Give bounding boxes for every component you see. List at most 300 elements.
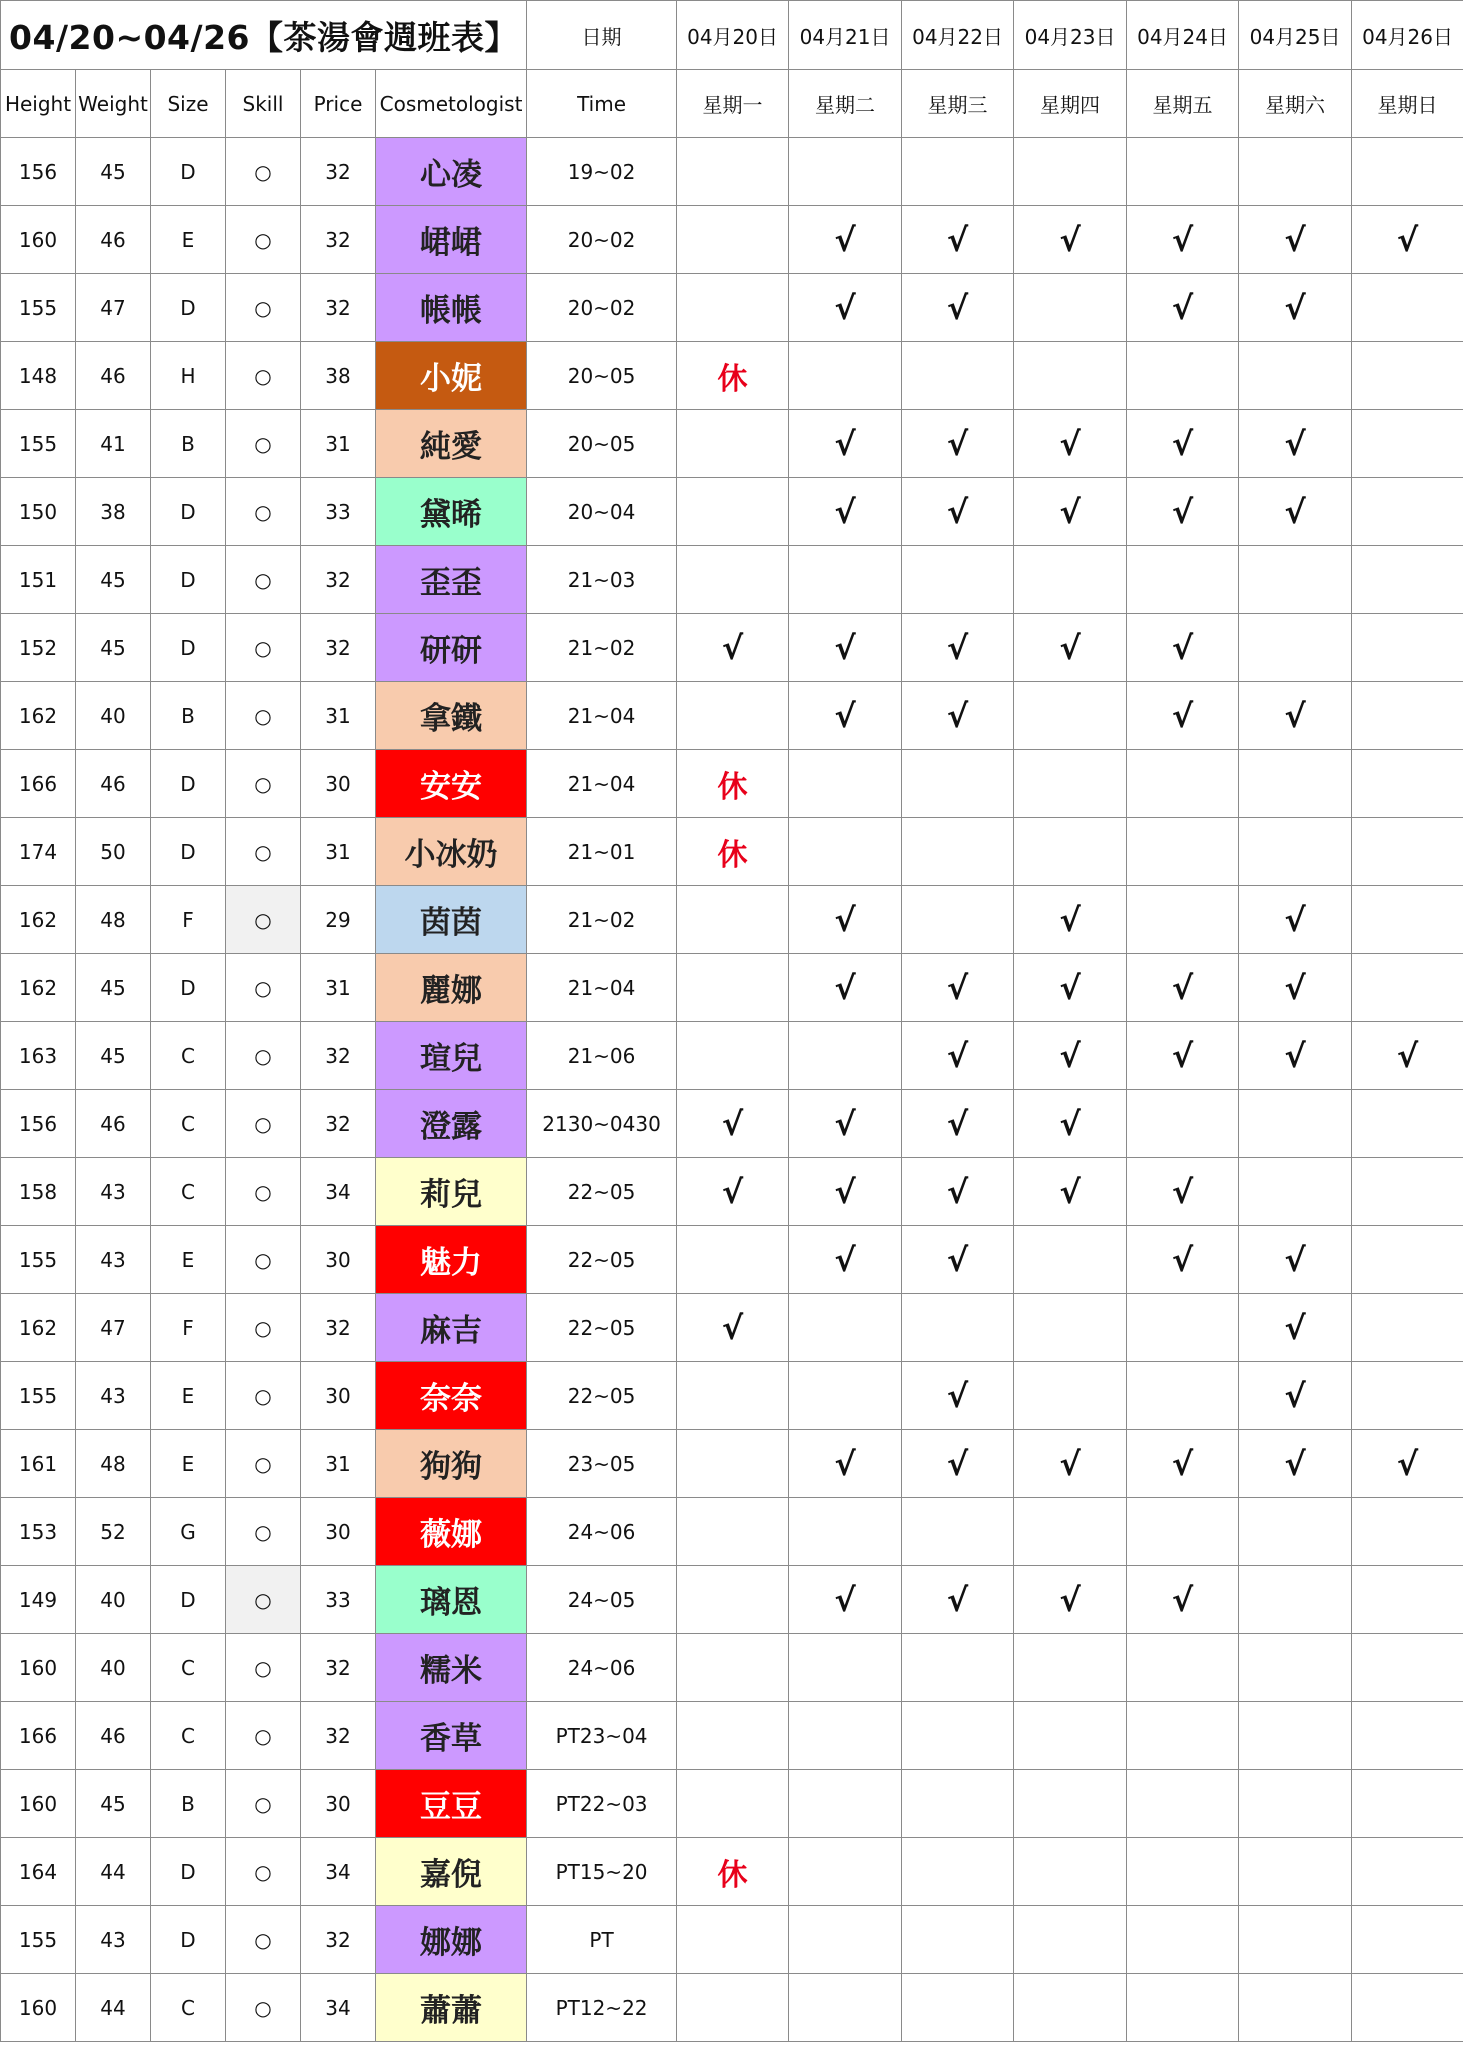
date-header: 日期 <box>527 1 677 70</box>
skill-cell: ○ <box>226 206 301 274</box>
day-check-cell: √ <box>789 1566 902 1634</box>
day-empty-cell <box>902 886 1014 954</box>
day-empty-cell <box>789 1362 902 1430</box>
day-empty-cell <box>1352 1974 1463 2042</box>
day-empty-cell <box>1014 1294 1127 1362</box>
day-empty-cell <box>1014 1770 1127 1838</box>
day-empty-cell <box>1352 410 1463 478</box>
schedule-row <box>1 1226 1463 1294</box>
cosmetologist-name-cell: 拿鐵 <box>376 682 527 750</box>
day-empty-cell <box>1352 1226 1463 1294</box>
day-empty-cell <box>789 818 902 886</box>
day-empty-cell <box>1352 614 1463 682</box>
cosmetologist-name-cell: 嘉倪 <box>376 1838 527 1906</box>
price-cell: 30 <box>301 1770 376 1838</box>
day-empty-cell <box>1352 682 1463 750</box>
weekday-header-cell: 星期五 <box>1127 70 1239 138</box>
cosmetologist-name-cell: 蕭蕭 <box>376 1974 527 2042</box>
skill-cell: ○ <box>226 1294 301 1362</box>
day-check-cell: √ <box>902 1226 1014 1294</box>
day-check-cell: √ <box>1352 1022 1463 1090</box>
day-check-cell: √ <box>789 614 902 682</box>
day-check-cell: √ <box>677 614 789 682</box>
skill-cell: ○ <box>226 1090 301 1158</box>
day-empty-cell <box>789 1022 902 1090</box>
day-check-cell: √ <box>789 478 902 546</box>
schedule-row <box>1 138 1463 206</box>
header-row-columns <box>1 70 1463 138</box>
cosmetologist-name-cell: 心凌 <box>376 138 527 206</box>
weekday-header-cell: 星期日 <box>1352 70 1463 138</box>
day-empty-cell <box>677 138 789 206</box>
size-cell: G <box>151 1498 226 1566</box>
time-cell: 22~05 <box>527 1226 677 1294</box>
price-cell: 30 <box>301 1498 376 1566</box>
day-empty-cell <box>1014 1634 1127 1702</box>
day-empty-cell <box>1352 1090 1463 1158</box>
height-cell: 162 <box>1 1294 76 1362</box>
schedule-row <box>1 1158 1463 1226</box>
size-cell: E <box>151 1430 226 1498</box>
price-cell: 38 <box>301 342 376 410</box>
day-empty-cell <box>902 1634 1014 1702</box>
skill-cell: ○ <box>226 1362 301 1430</box>
time-cell: 22~05 <box>527 1362 677 1430</box>
day-empty-cell <box>1014 342 1127 410</box>
price-cell: 30 <box>301 1226 376 1294</box>
weight-cell: 47 <box>76 1294 151 1362</box>
skill-cell: ○ <box>226 342 301 410</box>
day-empty-cell <box>1127 1498 1239 1566</box>
day-empty-cell <box>1014 1498 1127 1566</box>
time-cell: 20~02 <box>527 274 677 342</box>
time-cell: 23~05 <box>527 1430 677 1498</box>
day-empty-cell <box>1014 274 1127 342</box>
day-check-cell: √ <box>789 206 902 274</box>
day-empty-cell <box>1014 1702 1127 1770</box>
size-cell: C <box>151 1974 226 2042</box>
date-header-cell: 04月22日 <box>902 1 1014 70</box>
time-cell: 20~02 <box>527 206 677 274</box>
day-empty-cell <box>1352 478 1463 546</box>
day-check-cell: √ <box>1127 410 1239 478</box>
time-cell: 21~02 <box>527 614 677 682</box>
day-empty-cell <box>1239 1498 1352 1566</box>
weekday-header-cell: 星期四 <box>1014 70 1127 138</box>
size-cell: B <box>151 682 226 750</box>
cosmetologist-name-cell: 茵茵 <box>376 886 527 954</box>
weight-cell: 40 <box>76 682 151 750</box>
cosmetologist-name-cell: 璃恩 <box>376 1566 527 1634</box>
cosmetologist-name-cell: 澄露 <box>376 1090 527 1158</box>
skill-cell: ○ <box>226 274 301 342</box>
size-cell: H <box>151 342 226 410</box>
skill-cell: ○ <box>226 1702 301 1770</box>
price-cell: 30 <box>301 1362 376 1430</box>
price-cell: 33 <box>301 1566 376 1634</box>
weight-cell: 41 <box>76 410 151 478</box>
day-check-cell: √ <box>1127 954 1239 1022</box>
skill-cell: ○ <box>226 1226 301 1294</box>
skill-cell: ○ <box>226 478 301 546</box>
day-check-cell: √ <box>1127 274 1239 342</box>
height-cell: 174 <box>1 818 76 886</box>
size-cell: D <box>151 1566 226 1634</box>
day-empty-cell <box>1352 274 1463 342</box>
day-empty-cell <box>1352 546 1463 614</box>
height-cell: 152 <box>1 614 76 682</box>
day-empty-cell <box>789 1294 902 1362</box>
time-cell: PT15~20 <box>527 1838 677 1906</box>
day-empty-cell <box>1352 1362 1463 1430</box>
height-cell: 158 <box>1 1158 76 1226</box>
day-empty-cell <box>902 546 1014 614</box>
day-empty-cell <box>1239 1158 1352 1226</box>
day-check-cell: √ <box>789 1090 902 1158</box>
time-cell: 21~03 <box>527 546 677 614</box>
size-cell: C <box>151 1158 226 1226</box>
day-empty-cell <box>1352 1498 1463 1566</box>
height-cell: 151 <box>1 546 76 614</box>
price-cell: 32 <box>301 274 376 342</box>
size-cell: B <box>151 1770 226 1838</box>
time-cell: 22~05 <box>527 1158 677 1226</box>
date-header-cell: 04月21日 <box>789 1 902 70</box>
size-cell: D <box>151 138 226 206</box>
day-empty-cell <box>1014 1974 1127 2042</box>
size-cell: C <box>151 1634 226 1702</box>
day-off-cell: 休 <box>677 342 789 410</box>
schedule-row <box>1 1906 1463 1974</box>
day-empty-cell <box>677 1566 789 1634</box>
day-empty-cell <box>902 138 1014 206</box>
day-empty-cell <box>1352 1566 1463 1634</box>
height-cell: 160 <box>1 206 76 274</box>
cosmetologist-name-cell: 狗狗 <box>376 1430 527 1498</box>
day-empty-cell <box>789 1702 902 1770</box>
day-empty-cell <box>1127 1090 1239 1158</box>
cosmetologist-name-cell: 豆豆 <box>376 1770 527 1838</box>
size-cell: D <box>151 546 226 614</box>
day-check-cell: √ <box>1239 206 1352 274</box>
day-empty-cell <box>1014 1838 1127 1906</box>
skill-cell: ○ <box>226 1838 301 1906</box>
height-cell: 156 <box>1 138 76 206</box>
date-header-cell: 04月24日 <box>1127 1 1239 70</box>
cosmetologist-name-cell: 麻吉 <box>376 1294 527 1362</box>
day-check-cell: √ <box>1014 954 1127 1022</box>
day-check-cell: √ <box>902 410 1014 478</box>
day-empty-cell <box>1352 886 1463 954</box>
day-empty-cell <box>1127 1770 1239 1838</box>
schedule-title: 04/20~04/26【茶湯會週班表】 <box>1 1 527 70</box>
skill-cell: ○ <box>226 1974 301 2042</box>
day-check-cell: √ <box>677 1090 789 1158</box>
size-cell: E <box>151 1362 226 1430</box>
day-check-cell: √ <box>677 1294 789 1362</box>
day-check-cell: √ <box>1014 478 1127 546</box>
day-check-cell: √ <box>902 682 1014 750</box>
schedule-row <box>1 342 1463 410</box>
size-cell: D <box>151 954 226 1022</box>
day-empty-cell <box>1352 342 1463 410</box>
day-empty-cell <box>677 682 789 750</box>
skill-cell: ○ <box>226 1022 301 1090</box>
skill-cell: ○ <box>226 682 301 750</box>
day-empty-cell <box>677 1362 789 1430</box>
day-check-cell: √ <box>1014 1022 1127 1090</box>
day-empty-cell <box>789 1634 902 1702</box>
time-cell: PT <box>527 1906 677 1974</box>
size-cell: D <box>151 818 226 886</box>
time-cell: 21~04 <box>527 682 677 750</box>
height-cell: 156 <box>1 1090 76 1158</box>
day-empty-cell <box>1352 750 1463 818</box>
skill-cell: ○ <box>226 818 301 886</box>
date-header-cell: 04月26日 <box>1352 1 1463 70</box>
column-header-skill: Skill <box>226 70 301 138</box>
day-empty-cell <box>789 1838 902 1906</box>
price-cell: 31 <box>301 818 376 886</box>
size-cell: D <box>151 478 226 546</box>
day-check-cell: √ <box>1239 1294 1352 1362</box>
day-empty-cell <box>1352 1702 1463 1770</box>
day-check-cell: √ <box>1014 206 1127 274</box>
size-cell: D <box>151 274 226 342</box>
price-cell: 31 <box>301 1430 376 1498</box>
time-cell: 20~05 <box>527 410 677 478</box>
skill-cell: ○ <box>226 1158 301 1226</box>
day-empty-cell <box>1239 138 1352 206</box>
weight-cell: 44 <box>76 1974 151 2042</box>
day-empty-cell <box>902 750 1014 818</box>
weight-cell: 46 <box>76 206 151 274</box>
price-cell: 31 <box>301 954 376 1022</box>
day-empty-cell <box>902 1294 1014 1362</box>
height-cell: 149 <box>1 1566 76 1634</box>
day-empty-cell <box>1014 818 1127 886</box>
height-cell: 160 <box>1 1770 76 1838</box>
day-empty-cell <box>1352 1294 1463 1362</box>
day-off-cell: 休 <box>677 818 789 886</box>
size-cell: D <box>151 750 226 818</box>
weight-cell: 45 <box>76 138 151 206</box>
size-cell: F <box>151 886 226 954</box>
day-empty-cell <box>1239 1770 1352 1838</box>
height-cell: 160 <box>1 1974 76 2042</box>
cosmetologist-name-cell: 薇娜 <box>376 1498 527 1566</box>
day-empty-cell <box>1239 1702 1352 1770</box>
time-cell: 22~05 <box>527 1294 677 1362</box>
cosmetologist-name-cell: 莉兒 <box>376 1158 527 1226</box>
day-check-cell: √ <box>789 954 902 1022</box>
price-cell: 34 <box>301 1158 376 1226</box>
day-check-cell: √ <box>902 614 1014 682</box>
weekday-header-cell: 星期六 <box>1239 70 1352 138</box>
schedule-row <box>1 1770 1463 1838</box>
day-check-cell: √ <box>1014 1430 1127 1498</box>
weight-cell: 52 <box>76 1498 151 1566</box>
height-cell: 162 <box>1 886 76 954</box>
day-empty-cell <box>1014 1362 1127 1430</box>
weight-cell: 43 <box>76 1226 151 1294</box>
day-empty-cell <box>1127 138 1239 206</box>
cosmetologist-name-cell: 黛晞 <box>376 478 527 546</box>
height-cell: 166 <box>1 750 76 818</box>
day-empty-cell <box>677 1430 789 1498</box>
price-cell: 32 <box>301 1090 376 1158</box>
day-empty-cell <box>1239 750 1352 818</box>
day-empty-cell <box>1239 546 1352 614</box>
date-header-cell: 04月25日 <box>1239 1 1352 70</box>
day-off-cell: 休 <box>677 750 789 818</box>
price-cell: 32 <box>301 1022 376 1090</box>
day-empty-cell <box>1239 342 1352 410</box>
price-cell: 29 <box>301 886 376 954</box>
column-header-size: Size <box>151 70 226 138</box>
schedule-row <box>1 410 1463 478</box>
day-empty-cell <box>1352 1634 1463 1702</box>
weight-cell: 38 <box>76 478 151 546</box>
day-empty-cell <box>1014 138 1127 206</box>
size-cell: D <box>151 1838 226 1906</box>
weight-cell: 44 <box>76 1838 151 1906</box>
height-cell: 155 <box>1 1906 76 1974</box>
schedule-row <box>1 1566 1463 1634</box>
day-check-cell: √ <box>902 206 1014 274</box>
height-cell: 155 <box>1 1226 76 1294</box>
day-check-cell: √ <box>1239 274 1352 342</box>
cosmetologist-name-cell: 峮峮 <box>376 206 527 274</box>
day-empty-cell <box>1239 1634 1352 1702</box>
size-cell: F <box>151 1294 226 1362</box>
price-cell: 34 <box>301 1838 376 1906</box>
weight-cell: 43 <box>76 1906 151 1974</box>
cosmetologist-name-cell: 瑄兒 <box>376 1022 527 1090</box>
height-cell: 160 <box>1 1634 76 1702</box>
day-empty-cell <box>1352 818 1463 886</box>
skill-cell: ○ <box>226 750 301 818</box>
skill-cell: ○ <box>226 1430 301 1498</box>
cosmetologist-name-cell: 小妮 <box>376 342 527 410</box>
day-empty-cell <box>789 1770 902 1838</box>
price-cell: 32 <box>301 1702 376 1770</box>
day-empty-cell <box>677 206 789 274</box>
skill-cell: ○ <box>226 546 301 614</box>
size-cell: D <box>151 1906 226 1974</box>
day-check-cell: √ <box>1352 1430 1463 1498</box>
cosmetologist-name-cell: 帳帳 <box>376 274 527 342</box>
day-check-cell: √ <box>1127 1158 1239 1226</box>
weight-cell: 45 <box>76 1022 151 1090</box>
day-empty-cell <box>677 1226 789 1294</box>
day-check-cell: √ <box>1239 1226 1352 1294</box>
schedule-row <box>1 1362 1463 1430</box>
day-check-cell: √ <box>1127 1566 1239 1634</box>
schedule-row <box>1 750 1463 818</box>
day-check-cell: √ <box>902 954 1014 1022</box>
height-cell: 162 <box>1 954 76 1022</box>
height-cell: 155 <box>1 274 76 342</box>
time-cell: 2130~0430 <box>527 1090 677 1158</box>
price-cell: 31 <box>301 682 376 750</box>
day-empty-cell <box>677 954 789 1022</box>
price-cell: 32 <box>301 138 376 206</box>
day-empty-cell <box>1127 750 1239 818</box>
day-check-cell: √ <box>902 1158 1014 1226</box>
cosmetologist-name-cell: 魅力 <box>376 1226 527 1294</box>
skill-cell: ○ <box>226 614 301 682</box>
weight-cell: 47 <box>76 274 151 342</box>
day-empty-cell <box>902 1906 1014 1974</box>
schedule-row <box>1 886 1463 954</box>
day-empty-cell <box>677 274 789 342</box>
weight-cell: 46 <box>76 1702 151 1770</box>
day-empty-cell <box>789 138 902 206</box>
weight-cell: 40 <box>76 1634 151 1702</box>
height-cell: 148 <box>1 342 76 410</box>
size-cell: C <box>151 1022 226 1090</box>
cosmetologist-name-cell: 娜娜 <box>376 1906 527 1974</box>
weekday-header-cell: 星期三 <box>902 70 1014 138</box>
schedule-row <box>1 1498 1463 1566</box>
size-cell: C <box>151 1702 226 1770</box>
day-check-cell: √ <box>1014 410 1127 478</box>
price-cell: 33 <box>301 478 376 546</box>
schedule-row <box>1 1838 1463 1906</box>
day-empty-cell <box>1127 1906 1239 1974</box>
day-check-cell: √ <box>1014 1158 1127 1226</box>
price-cell: 31 <box>301 410 376 478</box>
weight-cell: 45 <box>76 1770 151 1838</box>
time-cell: PT22~03 <box>527 1770 677 1838</box>
day-empty-cell <box>1239 614 1352 682</box>
day-check-cell: √ <box>902 274 1014 342</box>
height-cell: 161 <box>1 1430 76 1498</box>
column-header-price: Price <box>301 70 376 138</box>
day-empty-cell <box>1014 682 1127 750</box>
weight-cell: 50 <box>76 818 151 886</box>
cosmetologist-name-cell: 奈奈 <box>376 1362 527 1430</box>
schedule-row <box>1 1974 1463 2042</box>
weight-cell: 43 <box>76 1362 151 1430</box>
cosmetologist-name-cell: 研研 <box>376 614 527 682</box>
schedule-row <box>1 954 1463 1022</box>
day-check-cell: √ <box>1239 1430 1352 1498</box>
cosmetologist-name-cell: 安安 <box>376 750 527 818</box>
cosmetologist-name-cell: 歪歪 <box>376 546 527 614</box>
skill-cell: ○ <box>226 954 301 1022</box>
price-cell: 32 <box>301 1294 376 1362</box>
day-check-cell: √ <box>1014 1090 1127 1158</box>
size-cell: D <box>151 614 226 682</box>
day-check-cell: √ <box>1014 886 1127 954</box>
day-empty-cell <box>1127 1634 1239 1702</box>
day-check-cell: √ <box>1239 886 1352 954</box>
schedule-row <box>1 1634 1463 1702</box>
day-empty-cell <box>1239 1906 1352 1974</box>
time-cell: 21~06 <box>527 1022 677 1090</box>
day-empty-cell <box>1127 342 1239 410</box>
day-check-cell: √ <box>677 1158 789 1226</box>
skill-cell: ○ <box>226 1770 301 1838</box>
day-empty-cell <box>1127 1974 1239 2042</box>
day-empty-cell <box>1014 546 1127 614</box>
time-cell: PT12~22 <box>527 1974 677 2042</box>
weight-cell: 46 <box>76 1090 151 1158</box>
skill-cell: ○ <box>226 1566 301 1634</box>
day-empty-cell <box>677 410 789 478</box>
